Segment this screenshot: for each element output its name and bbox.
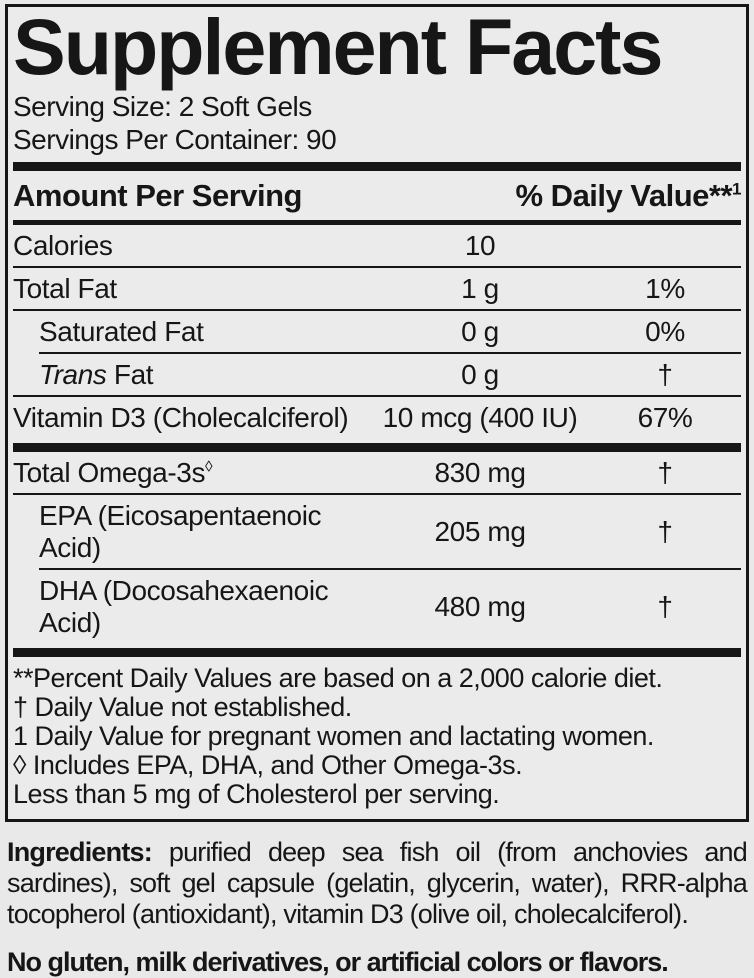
panel-title: Supplement Facts: [13, 2, 662, 91]
nutrient-row-vitamin-d3: [13, 397, 741, 438]
footnote-diamond: ◊ Includes EPA, DHA, and Other Omega-3s.: [13, 749, 523, 780]
trans-rest: Fat: [106, 358, 154, 390]
supplement-facts-panel: [5, 4, 749, 822]
nutrient-amount: 10: [464, 229, 496, 261]
footnote-dagger: † Daily Value not established.: [13, 691, 352, 722]
section-bar-footnotes: [13, 648, 741, 657]
section-bar-omega: [13, 443, 741, 452]
nutrient-name: Vitamin D3 (Cholecalciferol): [13, 401, 349, 433]
daily-value-footnote-marker: 1: [732, 179, 741, 199]
nutrient-amount: 830 mg: [434, 456, 526, 488]
nutrient-row-epa: [13, 495, 741, 568]
nutrient-amount: 0 g: [461, 358, 499, 390]
nutrient-name: EPA (Eicosapentaenoic Acid): [39, 499, 322, 563]
nutrient-row-trans-fat: [13, 354, 741, 395]
nutrient-amount: 1 g: [461, 272, 499, 304]
servings-per-container: Servings Per Container: 90: [13, 124, 337, 156]
nutrient-daily-value: †: [657, 456, 673, 488]
nutrient-name: [13, 457, 371, 489]
serving-size: Serving Size: 2 Soft Gels: [13, 90, 312, 122]
nutrient-name: Saturated Fat: [39, 315, 204, 347]
nutrient-name: DHA (Docosahexaenoic Acid): [39, 574, 329, 638]
nutrient-row-total-omega3: [13, 452, 741, 493]
nutrient-amount: 480 mg: [434, 590, 526, 622]
omega3-name-text: Total Omega-3s: [13, 456, 206, 488]
nutrient-daily-value: 67%: [637, 401, 693, 433]
nutrient-name: [13, 359, 371, 391]
trans-italic: Trans: [39, 358, 107, 390]
ingredients-text: purified deep sea fish oil (from anchovies and sardines), soft gel capsule (gelatin, glycerin, water), RRR-alpha tocopherol (antioxidant), vitamin D3 (olive oil, cholecalciferol).: [7, 836, 747, 929]
nutrient-amount: 10 mcg (400 IU): [382, 401, 578, 433]
allergen-statement: No gluten, milk derivatives, or artificial colors or flavors.: [7, 946, 668, 977]
nutrient-amount: 0 g: [461, 315, 499, 347]
daily-value-header: [516, 178, 742, 214]
nutrient-name: Total Fat: [13, 272, 117, 304]
nutrient-row-total-fat: [13, 268, 741, 309]
section-bar-top: [13, 162, 741, 171]
nutrient-daily-value: †: [657, 515, 673, 547]
footnotes: [13, 657, 741, 813]
nutrient-row-calories: [13, 225, 741, 266]
nutrient-row-dha: [13, 570, 741, 643]
nutrient-daily-value: †: [657, 358, 673, 390]
nutrient-daily-value: 1%: [645, 272, 685, 304]
nutrient-daily-value: †: [657, 590, 673, 622]
footnote-pregnant: 1 Daily Value for pregnant women and lactating women.: [13, 720, 654, 751]
ingredients-paragraph: [7, 837, 747, 930]
nutrient-daily-value: 0%: [645, 315, 685, 347]
amount-per-serving-header: Amount Per Serving: [13, 177, 302, 213]
footnote-cholesterol: Less than 5 mg of Cholesterol per serving.: [13, 778, 500, 809]
nutrient-name: Calories: [13, 229, 113, 261]
daily-value-header-text: % Daily Value**: [515, 177, 733, 213]
ingredients-label: Ingredients:: [7, 836, 152, 867]
omega3-footnote-marker: ◊: [205, 458, 213, 476]
nutrient-amount: 205 mg: [434, 515, 526, 547]
table-header: [13, 171, 741, 220]
nutrient-row-saturated-fat: [13, 311, 741, 352]
footnote-percent-dv: **Percent Daily Values are based on a 2,000 calorie diet.: [13, 662, 663, 693]
